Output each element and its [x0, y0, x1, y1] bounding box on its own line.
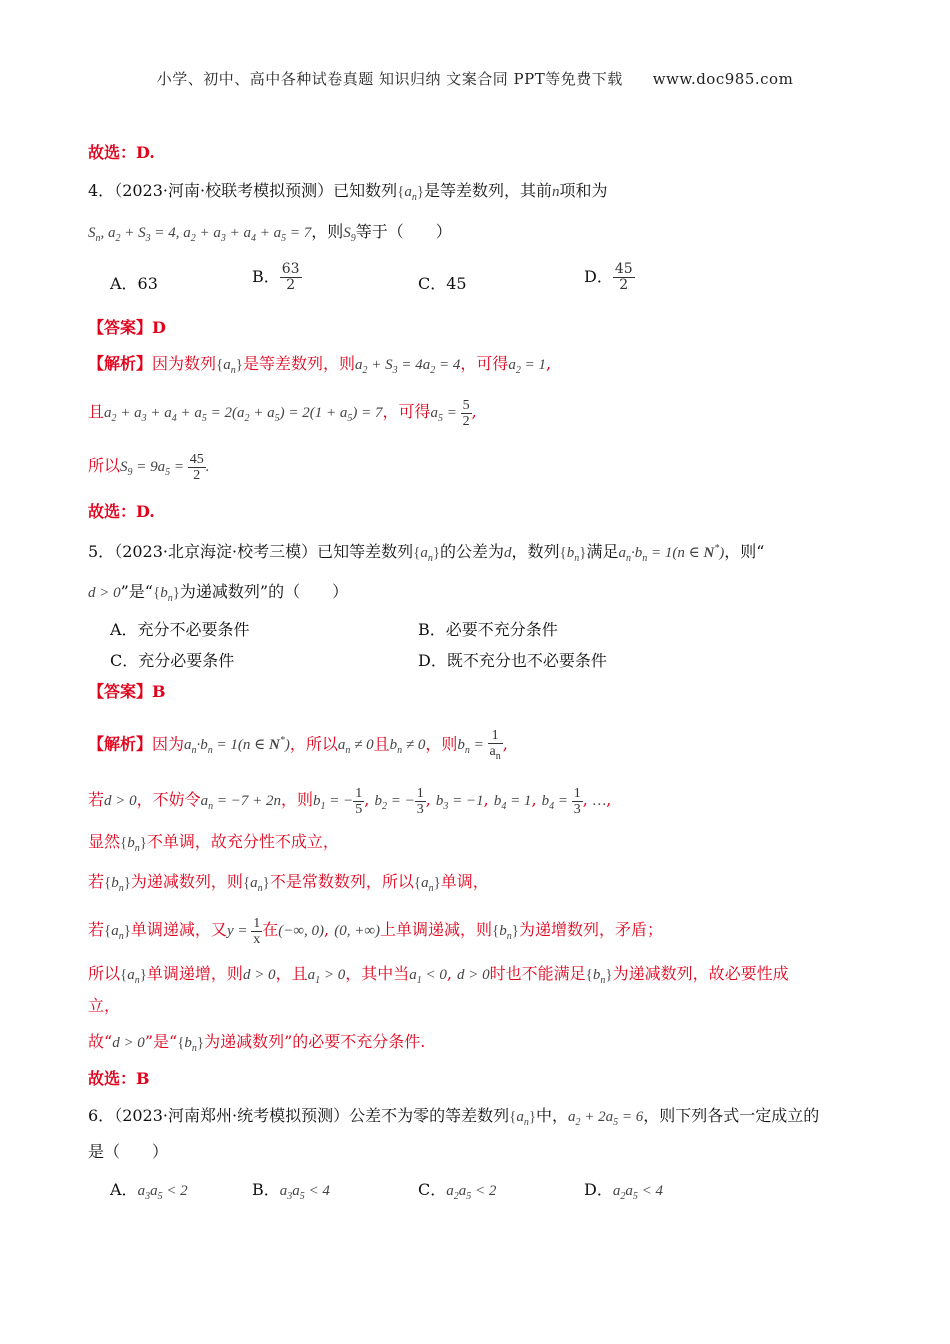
q5-analysis-2: 若d > 0，不妨令$a_n = -7 + 2n$，则$b_1$ = − $\frac{1}{5}$ , $b_2$ = − $\frac{1}{3}$ , $b_3 = -1$, $b_4 = 1$, $b_4$ = $\frac{1}{3}$ , …, — [88, 786, 612, 817]
q4-analysis-3: 所以$S_9 = 9a_5$ = $\frac{45}{2}$ . — [88, 452, 210, 483]
q4-formula: $S_n$, $a_2 + S_3 = 4$, $a_2 + a_3 + a_4 + a_5 = 7$ — [88, 225, 312, 244]
q5-analysis-7: 立， — [88, 996, 121, 1015]
q4-option-c[interactable]: C．45 — [418, 274, 467, 293]
q4-analysis-1: 【解析】因为数列$\{a_n\}$是等差数列，则$a_2 + S_3 = 4a_2 = 4$，可得$a_2 = 1$, — [88, 354, 552, 376]
q5-answer: 【答案】B — [88, 682, 166, 701]
q5-analysis-1: 【解析】因为$a_n\cdot b_n = 1(n$ ∈ N*)，所以$a_n \ne 0$且$b_n \ne 0$，则$b_n$ = $\frac{1}{a_n}$ , — [88, 728, 508, 762]
q5-analysis-5: 若$\{a_n\}$单调递减，又y = $\frac{1}{x}$ 在(−∞, 0), (0, +∞)上单调递减，则$\{b_n\}$为递增数列，矛盾； — [88, 916, 663, 947]
q6-option-a[interactable]: A．$a_3a_5 < 2$ — [110, 1180, 188, 1202]
q6-stem-2: 是（ ） — [88, 1142, 169, 1161]
q5-stem: 5．（2023·北京海淀·校考三模）已知等差数列$\{a_n\}$的公差为d，数列$\{b_n\}$满足$a_n\cdot b_n = 1(n$ ∈ N*)，则“ — [88, 542, 765, 564]
q5-stem-2: d > 0”是“$\{b_n\}$为递减数列”的（ ） — [88, 582, 349, 604]
q4-seq-an: $\{a_n\}$ — [397, 184, 425, 203]
q4-option-b[interactable]: B． $\frac{63}{2}$ — [252, 261, 300, 293]
prev-choice: 故选：D. — [88, 143, 155, 162]
q4-stem: 4．（2023·河南·校联考模拟预测）已知数列$\{a_n\}$是等差数列，其前n项和为 — [88, 181, 608, 203]
q4-condition: $S_n$, $a_2 + S_3 = 4$, $a_2 + a_3 + a_4 + a_5 = 7$，则$S_9$等于（ ） — [88, 222, 452, 244]
q4-choice: 故选：D. — [88, 502, 155, 521]
header-title: 小学、初中、高中各种试卷真题 知识归纳 文案合同 PPT等免费下载 — [156, 70, 623, 88]
q5-choice: 故选：B — [88, 1069, 150, 1088]
header-url[interactable]: www.doc985.com — [652, 70, 794, 88]
q4-option-a[interactable]: A．63 — [110, 274, 158, 293]
q5-option-c[interactable]: C．充分必要条件 — [110, 651, 235, 670]
q4-number: 4． — [88, 181, 115, 200]
q5-analysis-8: 故“d > 0”是“$\{b_n\}$为递减数列”的必要不充分条件. — [88, 1032, 426, 1054]
q6-option-b[interactable]: B．$a_3a_5 < 4$ — [252, 1180, 330, 1202]
q5-analysis-4: 若$\{b_n\}$为递减数列，则$\{a_n\}$不是常数数列，所以$\{a_n\}$单调， — [88, 872, 489, 894]
q4-analysis-2: 且$a_2 + a_3 + a_4 + a_5 = 2(a_2 + a_5) = 2(1 + a_5) = 7$，可得$a_5$ = $\frac{5}{2}$ , — [88, 398, 477, 429]
q5-option-a[interactable]: A．充分不必要条件 — [110, 620, 250, 639]
page-header — [0, 68, 950, 89]
q5-analysis-3: 显然$\{b_n\}$不单调，故充分性不成立， — [88, 832, 339, 854]
q6-stem: 6．（2023·河南郑州·统考模拟预测）公差不为零的等差数列$\{a_n\}$中，$a_2 + 2a_5 = 6$，则下列各式一定成立的 — [88, 1106, 820, 1128]
q4-answer: 【答案】D — [88, 318, 166, 337]
q6-option-d[interactable]: D．$a_2a_5 < 4$ — [584, 1180, 663, 1202]
q6-option-c[interactable]: C．$a_2a_5 < 2$ — [418, 1180, 497, 1202]
q5-analysis-6: 所以$\{a_n\}$单调递增，则d > 0，且$a_1 > 0$，其中当$a_1 < 0$, d > 0时也不能满足$\{b_n\}$为递减数列，故必要性成 — [88, 964, 789, 986]
q4-option-d[interactable]: D． $\frac{45}{2}$ — [584, 261, 633, 293]
q4-source: （2023·河南·校联考模拟预测） — [114, 181, 334, 200]
q5-option-d[interactable]: D．既不充分也不必要条件 — [418, 651, 607, 670]
q5-option-b[interactable]: B．必要不充分条件 — [418, 620, 558, 639]
